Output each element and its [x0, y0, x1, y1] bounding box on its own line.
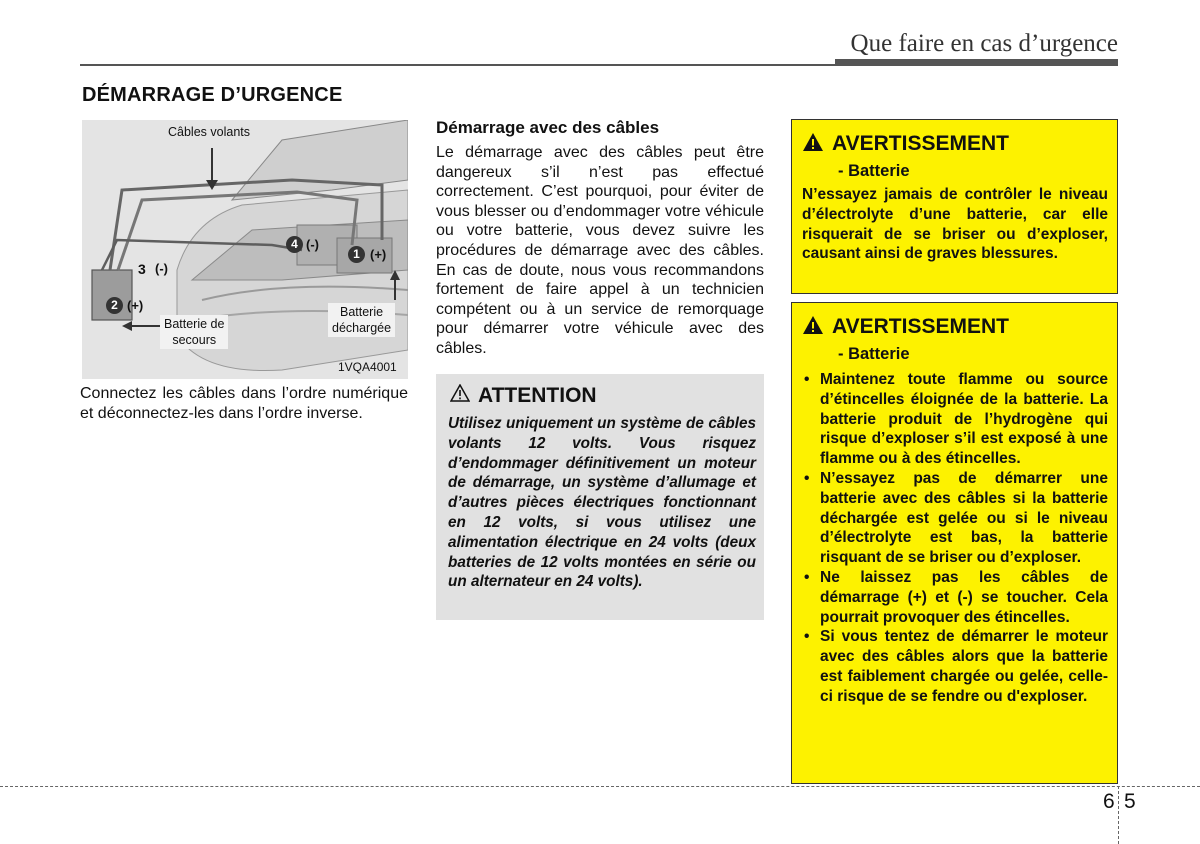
warning-1-title-text: AVERTISSEMENT [832, 132, 1009, 155]
footer-dashed-rule [0, 786, 1200, 787]
list-item: • N’essayez pas de démarrer une batterie avec des câbles si la batterie déchargée est gelée ou si le niveau d’électrolyte est bas, la batterie risquant de se briser ou d’exploser. [804, 469, 1108, 567]
section-title: DÉMARRAGE D’URGENCE [82, 84, 343, 106]
attention-title-text: ATTENTION [478, 384, 597, 407]
label-discharged-battery: Batterie déchargée [328, 303, 395, 337]
marker-3: 3 [138, 261, 146, 277]
warning-triangle-icon [802, 315, 824, 341]
warning-2-list [802, 370, 1108, 707]
label-booster-battery: Batterie de secours [160, 315, 228, 349]
page-header-title: Que faire en cas d’urgence [850, 30, 1118, 57]
jump-start-illustration [82, 120, 408, 379]
warning-box-2 [791, 302, 1118, 784]
marker-4-sign: (-) [306, 237, 319, 252]
warning-2-subtitle: - Batterie [838, 345, 910, 363]
attention-text: Utilisez uniquement un système de câbles volants 12 volts. Vous risquez d’endommager définitivement un moteur de démarrage, un système d’allumage et d’autres pièces électriques fonctionnant en 12 volts, si vous utilisez une alimentation électrique en 24 volts (deux batteries de 12 volts montées en série ou un alternateur en 24 volts). [448, 415, 756, 591]
marker-3-sign: (-) [155, 261, 168, 276]
header-bar [835, 59, 1118, 66]
attention-box [436, 374, 764, 620]
label-jumper-cables: Câbles volants [168, 125, 250, 139]
warning-triangle-icon [450, 384, 470, 408]
footer-dashed-divider [1118, 786, 1119, 844]
warning-triangle-icon [802, 132, 824, 158]
attention-title [450, 384, 597, 408]
warning-1-subtitle: - Batterie [838, 162, 910, 180]
marker-1-sign: (+) [370, 247, 387, 262]
jump-start-body: Le démarrage avec des câbles peut être dangereux s’il n’est pas effectué correctement. C’est pourquoi, pour éviter de vous blesser ou d’endommager votre véhicule ou votre batterie, vous devez suivre les procédures de démarrage avec des câbles. En cas de doute, nous vous recommandons fortement de faire appel à un technicien compétent ou à un service de remorquage pour démarrer votre véhicule avec des câbles. [436, 144, 764, 357]
marker-2: 2 [106, 297, 123, 314]
warning-2-title [802, 315, 1009, 341]
marker-4: 4 [286, 236, 303, 253]
jump-start-heading: Démarrage avec des câbles [436, 118, 660, 137]
list-item: • Si vous tentez de démarrer le moteur avec des câbles alors que la batterie est faiblement chargée ou gelée, celle-ci risque de se fendre ou d'exploser. [804, 628, 1108, 705]
warning-1-title [802, 132, 1009, 158]
marker-1: 1 [348, 246, 365, 263]
figure-caption: Connectez les câbles dans l’ordre numérique et déconnectez-les dans l’ordre inverse. [80, 385, 408, 422]
warning-2-title-text: AVERTISSEMENT [832, 315, 1009, 338]
page-number: 5 [1124, 790, 1136, 813]
warning-1-text: N’essayez jamais de contrôler le niveau d’électrolyte d’une batterie, car elle risquerait de se briser ou d’exploser, causant ainsi de graves blessures. [802, 186, 1108, 263]
list-item: • Ne laissez pas les câbles de démarrage (+) et (-) se toucher. Cela pourrait provoquer des étincelles. [804, 568, 1108, 626]
marker-2-sign: (+) [127, 298, 144, 313]
list-item: • Maintenez toute flamme ou source d’étincelles éloignée de la batterie. La batterie produit de l’hydrogène qui risque d’exploser s’il est exposé à une flamme ou à des étincelles. [804, 371, 1108, 468]
figure-code: 1VQA4001 [338, 360, 397, 374]
page-chapter: 6 [1103, 790, 1115, 813]
warning-box-1 [791, 119, 1118, 294]
